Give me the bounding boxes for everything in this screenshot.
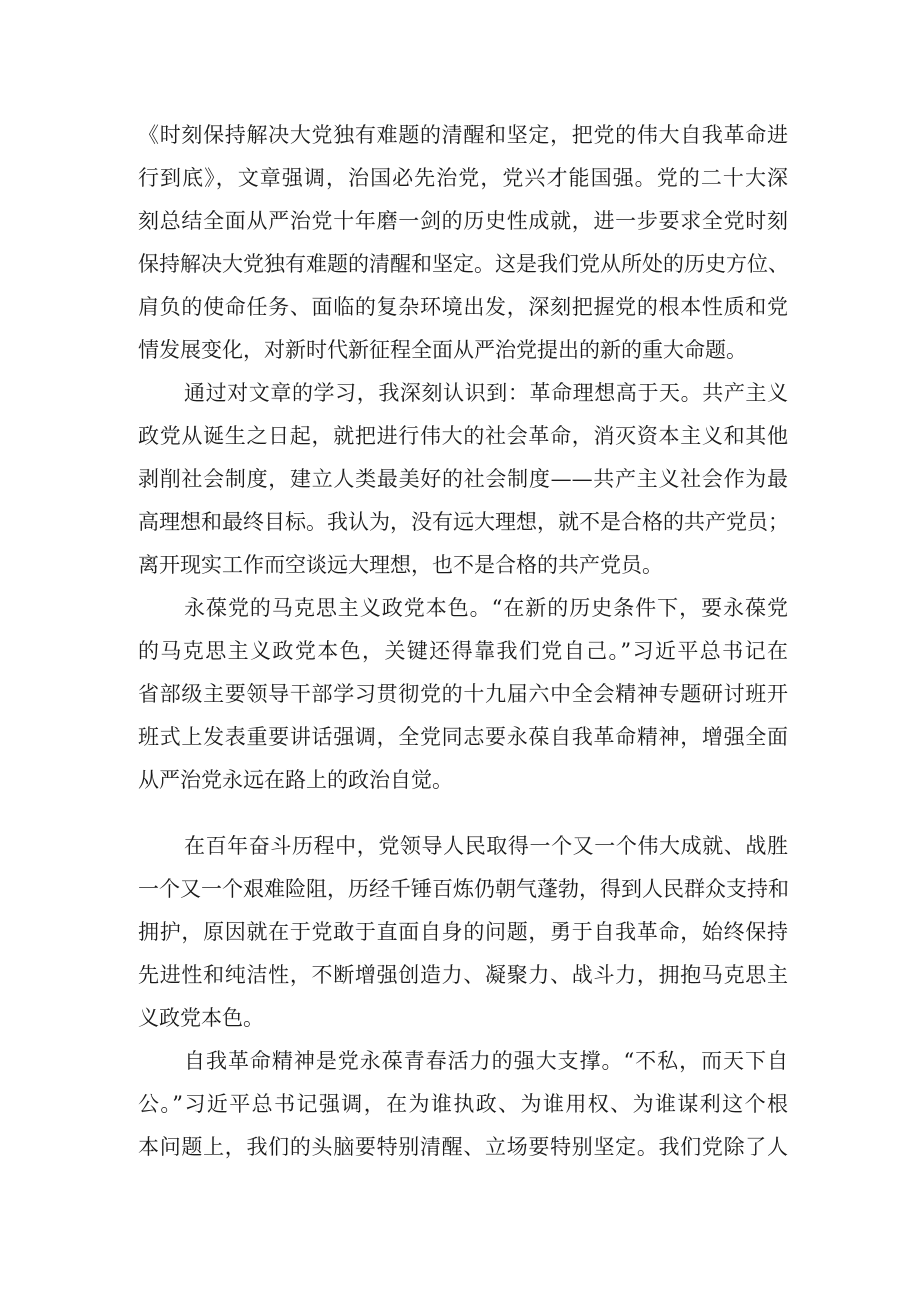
paragraph-4-line-2: 一个又一个艰难险阻，历经千锤百炼仍朝气蓬勃，得到人民群众支持和 [138,877,789,901]
paragraph-1-line-4: 保持解决大党独有难题的清醒和坚定。这是我们党从所处的历史方位、 [138,252,789,276]
paragraph-3-line-4: 班式上发表重要讲话强调，全党同志要永葆自我革命精神，增强全面 [138,725,788,749]
paragraph-4-line-4: 先进性和纯洁性，不断增强创造力、凝聚力、战斗力，拥抱马克思主 [138,963,788,987]
paragraph-2-line-4: 高理想和最终目标。我认为，没有远大理想，就不是合格的共产党员； [138,510,789,534]
paragraph-3-line-2: 的马克思主义政党本色，关键还得靠我们党自己。”习近平总书记在 [138,639,788,663]
paragraph-3-line-3: 省部级主要领导干部学习贯彻党的十九届六中全会精神专题研讨班开 [138,682,788,706]
paragraph-1-line-5: 肩负的使命任务、面临的复杂环境出发，深刻把握党的根本性质和党 [138,295,788,319]
paragraph-3-line-1: 永葆党的马克思主义政党本色。“在新的历史条件下，要永葆党 [184,596,788,620]
paragraph-1-line-1: 《时刻保持解决大党独有难题的清醒和坚定，把党的伟大自我革命进 [138,123,788,147]
paragraph-2-line-3: 剥削社会制度，建立人类最美好的社会制度——共产主义社会作为最 [138,467,788,491]
paragraph-1-line-3: 刻总结全面从严治党十年磨一剑的历史性成就，进一步要求全党时刻 [138,209,788,233]
paragraph-1-line-2: 行到底》，文章强调，治国必先治党，党兴才能国强。党的二十大深 [138,166,788,190]
paragraph-1-line-6: 情发展变化，对新时代新征程全面从严治党提出的新的重大命题。 [138,338,747,362]
paragraph-4-line-1: 在百年奋斗历程中，党领导人民取得一个又一个伟大成就、战胜 [184,834,788,858]
paragraph-2-line-2: 政党从诞生之日起，就把进行伟大的社会革命，消灭资本主义和其他 [138,424,788,448]
paragraph-2-line-5: 离开现实工作而空谈远大理想，也不是合格的共产党员。 [138,553,663,577]
paragraph-5-line-1: 自我革命精神是党永葆青春活力的强大支撑。“不私，而天下自 [184,1049,788,1073]
paragraph-2-line-1: 通过对文章的学习，我深刻认识到：革命理想高于天。共产主义 [184,381,788,405]
paragraph-5-line-3: 本问题上，我们的头脑要特别清醒、立场要特别坚定。我们党除了人 [138,1135,788,1159]
paragraph-4-line-3: 拥护，原因就在于党敢于直面自身的问题，勇于自我革命，始终保持 [138,920,788,944]
paragraph-4-line-5: 义政党本色。 [138,1006,264,1030]
paragraph-5-line-2: 公。”习近平总书记强调，在为谁执政、为谁用权、为谁谋利这个根 [138,1092,788,1116]
paragraph-3-line-5: 从严治党永远在路上的政治自觉。 [138,768,453,792]
